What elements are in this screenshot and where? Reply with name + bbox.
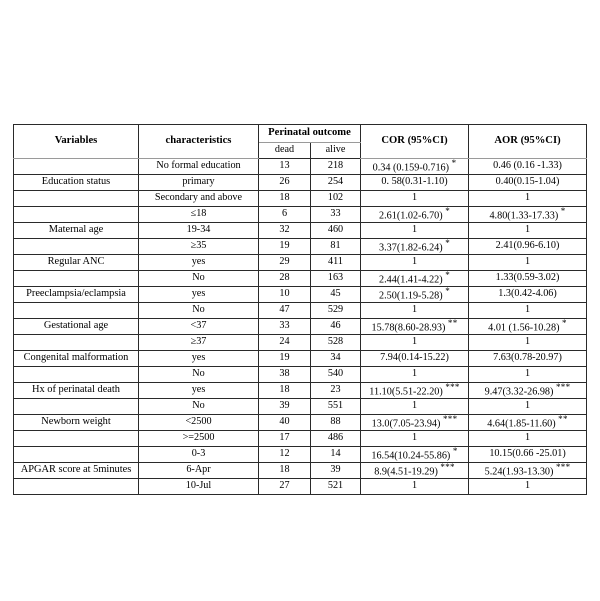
cell-aor: 1.3(0.42-4.06) — [469, 287, 587, 303]
cell-aor: 5.24(1.93-13.30) *** — [469, 463, 587, 479]
cell-dead-count: 26 — [259, 175, 311, 191]
cell-dead-count: 29 — [259, 255, 311, 271]
table-body — [14, 159, 587, 495]
cell-dead-count: 19 — [259, 351, 311, 367]
cell-dead-count: 24 — [259, 335, 311, 351]
table-row — [14, 335, 587, 351]
cell-alive-count: 45 — [311, 287, 361, 303]
cell-alive-count: 33 — [311, 207, 361, 223]
regression-table-container — [13, 124, 586, 495]
cell-cor: 13.0(7.05-23.94) *** — [361, 415, 469, 431]
significance-stars: * — [442, 238, 451, 249]
cell-characteristic: No — [139, 399, 259, 415]
cell-cor: 1 — [361, 335, 469, 351]
table-row — [14, 255, 587, 271]
header-characteristics: characteristics — [139, 125, 259, 159]
cell-alive-count: 411 — [311, 255, 361, 271]
cell-aor: 10.15(0.66 -25.01) — [469, 447, 587, 463]
cell-variable: Newborn weight — [14, 415, 139, 431]
cell-alive-count: 34 — [311, 351, 361, 367]
cell-alive-count: 39 — [311, 463, 361, 479]
significance-stars: *** — [553, 382, 571, 393]
cell-cor: 1 — [361, 479, 469, 495]
cell-variable — [14, 239, 139, 255]
cell-aor: 1 — [469, 431, 587, 447]
cell-dead-count: 32 — [259, 223, 311, 239]
cell-dead-count: 18 — [259, 383, 311, 399]
cell-variable — [14, 159, 139, 175]
cell-characteristic: Secondary and above — [139, 191, 259, 207]
cell-aor: 1 — [469, 479, 587, 495]
table-header — [14, 125, 587, 159]
header-variables: Variables — [14, 125, 139, 159]
significance-stars: * — [442, 206, 451, 217]
cell-variable — [14, 207, 139, 223]
cell-cor: 2.44(1.41-4.22) * — [361, 271, 469, 287]
table-row — [14, 223, 587, 239]
cell-aor: 4.80(1.33-17.33) * — [469, 207, 587, 223]
significance-stars: * — [559, 318, 567, 329]
cell-dead-count: 6 — [259, 207, 311, 223]
cell-cor: 11.10(5.51-22.20) *** — [361, 383, 469, 399]
cell-alive-count: 102 — [311, 191, 361, 207]
significance-stars: *** — [442, 382, 460, 393]
cell-alive-count: 521 — [311, 479, 361, 495]
cell-aor: 9.47(3.32-26.98) *** — [469, 383, 587, 399]
table-row — [14, 399, 587, 415]
cell-aor: 0.40(0.15-1.04) — [469, 175, 587, 191]
significance-stars: *** — [440, 414, 458, 425]
cell-cor: 0. 58(0.31-1.10) — [361, 175, 469, 191]
cell-dead-count: 40 — [259, 415, 311, 431]
header-row-main — [14, 125, 587, 143]
significance-stars: ** — [555, 414, 568, 425]
cell-alive-count: 529 — [311, 303, 361, 319]
cell-variable — [14, 335, 139, 351]
cell-aor: 0.46 (0.16 -1.33) — [469, 159, 587, 175]
significance-stars: * — [449, 158, 457, 169]
cell-variable: Maternal age — [14, 223, 139, 239]
cell-alive-count: 14 — [311, 447, 361, 463]
cell-cor: 1 — [361, 303, 469, 319]
cell-alive-count: 81 — [311, 239, 361, 255]
cell-variable — [14, 303, 139, 319]
cell-cor: 1 — [361, 367, 469, 383]
cell-aor: 2.41(0.96-6.10) — [469, 239, 587, 255]
cell-characteristic: >=2500 — [139, 431, 259, 447]
significance-stars: *** — [437, 462, 455, 473]
cell-characteristic: primary — [139, 175, 259, 191]
cell-aor: 1 — [469, 191, 587, 207]
cell-alive-count: 46 — [311, 319, 361, 335]
cell-alive-count: 460 — [311, 223, 361, 239]
cell-dead-count: 13 — [259, 159, 311, 175]
header-cor: COR (95%CI) — [361, 125, 469, 159]
cell-cor: 8.9(4.51-19.29) *** — [361, 463, 469, 479]
cell-aor: 4.64(1.85-11.60) ** — [469, 415, 587, 431]
cell-cor: 2.50(1.19-5.28) * — [361, 287, 469, 303]
cell-alive-count: 486 — [311, 431, 361, 447]
cell-variable — [14, 479, 139, 495]
significance-stars: *** — [553, 462, 571, 473]
cell-characteristic: 10-Jul — [139, 479, 259, 495]
cell-characteristic: ≤18 — [139, 207, 259, 223]
cell-dead-count: 33 — [259, 319, 311, 335]
table-row — [14, 319, 587, 335]
table-row — [14, 239, 587, 255]
cell-variable — [14, 447, 139, 463]
cell-characteristic: No — [139, 303, 259, 319]
header-alive: alive — [311, 143, 361, 159]
header-perinatal-outcome: Perinatal outcome — [259, 125, 361, 143]
cell-characteristic: No — [139, 367, 259, 383]
significance-stars: * — [442, 270, 451, 281]
table-row — [14, 463, 587, 479]
cell-cor: 16.54(10.24-55.86) * — [361, 447, 469, 463]
cell-cor: 0.34 (0.159-0.716) * — [361, 159, 469, 175]
cell-cor: 1 — [361, 399, 469, 415]
cell-variable: Regular ANC — [14, 255, 139, 271]
cell-characteristic: yes — [139, 383, 259, 399]
cell-cor: 2.61(1.02-6.70) * — [361, 207, 469, 223]
cell-alive-count: 528 — [311, 335, 361, 351]
table-row — [14, 479, 587, 495]
cell-dead-count: 18 — [259, 191, 311, 207]
cell-characteristic: yes — [139, 287, 259, 303]
cell-variable — [14, 191, 139, 207]
cell-alive-count: 23 — [311, 383, 361, 399]
cell-characteristic: 6-Apr — [139, 463, 259, 479]
cell-cor: 1 — [361, 223, 469, 239]
cell-variable: APGAR score at 5minutes — [14, 463, 139, 479]
cell-variable: Congenital malformation — [14, 351, 139, 367]
cell-variable — [14, 271, 139, 287]
cell-characteristic: yes — [139, 351, 259, 367]
table-row — [14, 191, 587, 207]
cell-aor: 4.01 (1.56-10.28) * — [469, 319, 587, 335]
cell-characteristic: No — [139, 271, 259, 287]
significance-stars: * — [558, 206, 566, 217]
table-row — [14, 287, 587, 303]
cell-aor: 1 — [469, 223, 587, 239]
cell-characteristic: No formal education — [139, 159, 259, 175]
table-row — [14, 367, 587, 383]
cell-cor: 1 — [361, 431, 469, 447]
table-row — [14, 447, 587, 463]
table-row — [14, 207, 587, 223]
table-row — [14, 383, 587, 399]
cell-cor: 1 — [361, 191, 469, 207]
cell-dead-count: 19 — [259, 239, 311, 255]
table-row — [14, 271, 587, 287]
cell-dead-count: 38 — [259, 367, 311, 383]
cell-characteristic: <2500 — [139, 415, 259, 431]
cell-alive-count: 218 — [311, 159, 361, 175]
header-aor: AOR (95%CI) — [469, 125, 587, 159]
cell-dead-count: 27 — [259, 479, 311, 495]
cell-variable — [14, 367, 139, 383]
multivariable-regression-table — [13, 124, 587, 495]
cell-alive-count: 88 — [311, 415, 361, 431]
cell-dead-count: 28 — [259, 271, 311, 287]
table-row — [14, 415, 587, 431]
cell-aor: 1 — [469, 303, 587, 319]
table-row — [14, 351, 587, 367]
cell-characteristic: yes — [139, 255, 259, 271]
cell-aor: 1 — [469, 335, 587, 351]
cell-aor: 1 — [469, 255, 587, 271]
cell-characteristic: <37 — [139, 319, 259, 335]
table-row — [14, 159, 587, 175]
cell-characteristic: 19-34 — [139, 223, 259, 239]
cell-variable: Preeclampsia/eclampsia — [14, 287, 139, 303]
cell-dead-count: 47 — [259, 303, 311, 319]
cell-alive-count: 551 — [311, 399, 361, 415]
table-row — [14, 431, 587, 447]
cell-variable: Gestational age — [14, 319, 139, 335]
cell-characteristic: ≥35 — [139, 239, 259, 255]
significance-stars: * — [450, 446, 458, 457]
cell-aor: 1.33(0.59-3.02) — [469, 271, 587, 287]
cell-aor: 1 — [469, 399, 587, 415]
cell-variable — [14, 431, 139, 447]
cell-dead-count: 39 — [259, 399, 311, 415]
table-row — [14, 175, 587, 191]
cell-cor: 15.78(8.60-28.93) ** — [361, 319, 469, 335]
cell-cor: 3.37(1.82-6.24) * — [361, 239, 469, 255]
cell-variable: Hx of perinatal death — [14, 383, 139, 399]
cell-aor: 1 — [469, 367, 587, 383]
cell-variable — [14, 399, 139, 415]
significance-stars: * — [442, 286, 451, 297]
cell-variable: Education status — [14, 175, 139, 191]
cell-cor: 7.94(0.14-15.22) — [361, 351, 469, 367]
cell-dead-count: 10 — [259, 287, 311, 303]
cell-aor: 7.63(0.78-20.97) — [469, 351, 587, 367]
header-dead: dead — [259, 143, 311, 159]
cell-cor: 1 — [361, 255, 469, 271]
cell-characteristic: ≥37 — [139, 335, 259, 351]
significance-stars: ** — [445, 318, 458, 329]
table-row — [14, 303, 587, 319]
cell-alive-count: 163 — [311, 271, 361, 287]
cell-dead-count: 17 — [259, 431, 311, 447]
cell-dead-count: 18 — [259, 463, 311, 479]
cell-characteristic: 0-3 — [139, 447, 259, 463]
cell-alive-count: 254 — [311, 175, 361, 191]
cell-alive-count: 540 — [311, 367, 361, 383]
cell-dead-count: 12 — [259, 447, 311, 463]
